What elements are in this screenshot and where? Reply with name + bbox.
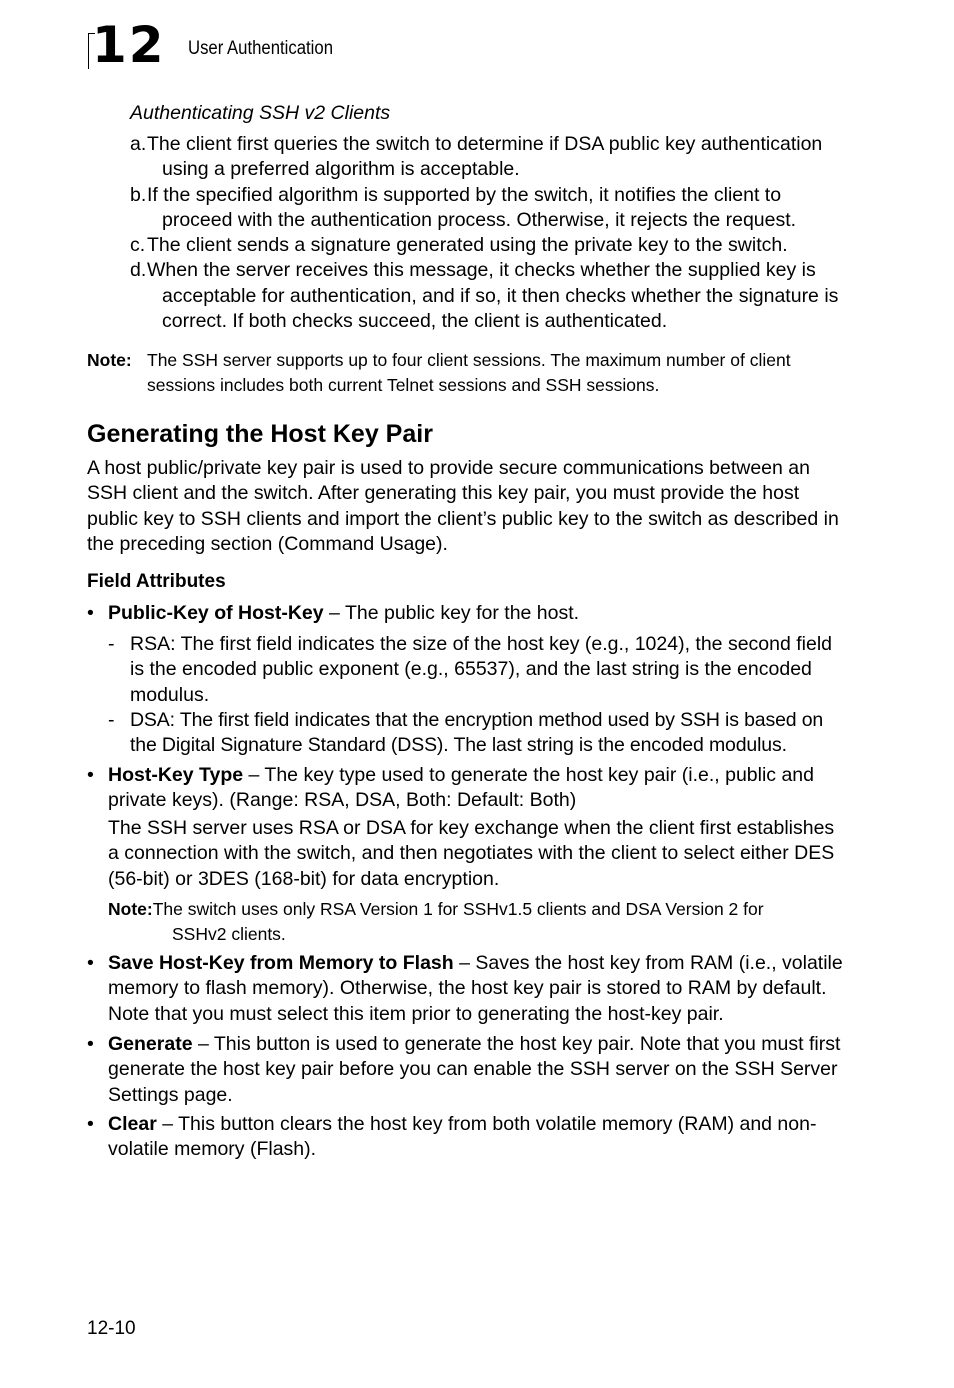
bullet-dot: • [87,764,94,786]
dash-mark: - [108,709,115,731]
field-term: Save Host-Key from Memory to Flash [108,952,454,974]
field-desc: – Saves the host key from RAM (i.e., volatile memory to flash memory). Otherwise, the host key pair is stored to RAM by default. Note that you must select this item prior to generating the host-key pair. [108,952,843,1025]
note-key-exchange [108,897,848,947]
bullet-text [108,951,852,1027]
bullet-dot: • [87,952,94,974]
bullet-save-host-key [87,951,852,1027]
bullet-text [108,763,852,814]
bullet-text [108,1112,852,1163]
page-number: 12-10 [87,1318,136,1339]
bullet-generate [87,1032,852,1108]
step-text: When the server receives this message, it checks whether the supplied key is acceptable for authentication, and if so, it then checks whether the signature is correct. If both checks succeed, the client is authenticated. [147,259,839,333]
note-text: The SSH server supports up to four client sessions. The maximum number of client sessions includes both current Telnet sessions and SSH sessions. [147,350,791,395]
bullet-host-key-type [87,763,852,814]
field-desc: – This button is used to generate the host key pair. Note that you must first generate the host key pair before you can enable the SSH server on the SSH Server Settings page. [108,1033,841,1106]
bullet-text [108,1032,852,1108]
bullet-dot: • [87,1033,94,1055]
step-text: If the specified algorithm is supported by the switch, it notifies the client to proceed with the authentication process. Otherwise, it rejects the request. [147,183,797,231]
field-desc: – The key type used to generate the host key pair (i.e., public and private keys). (Range: RSA, DSA, Both: Default: Both) [108,764,815,812]
dash-mark: - [108,633,115,655]
step-c [130,233,850,258]
note-sessions [87,348,827,398]
step-marker: c. [130,234,146,257]
field-term: Clear [108,1113,157,1135]
field-desc: – This button clears the host key from both volatile memory (RAM) and non-volatile memory (Flash). [108,1113,817,1161]
field-term: Generate [108,1033,193,1055]
note-label: Note: [87,350,132,370]
dash-text: DSA: The first field indicates that the encryption method used by SSH is based on the Digital Signature Standard (DSS). The last string is the encoded modulus. [130,709,824,757]
field-term: Public-Key of Host-Key [108,602,324,624]
section-intro: A host public/private key pair is used to provide secure communications between an SSH client and the switch. After generating this key pair, you must provide the host public key to SSH clients and import the client’s public key to the switch as described in the preceding section (Command Usage). [87,457,839,555]
ssh-v2-heading: Authenticating SSH v2 Clients [130,102,391,124]
host-key-type-paragraph: The SSH server uses RSA or DSA for key exchange when the client first establishes a connection with the switch, and then negotiates with the client to select either DES (56-bit) or 3DES (168-bit) for data encryption. [108,817,835,890]
bullet-clear [87,1112,852,1163]
dash-text: RSA: The first field indicates the size of the host key (e.g., 1024), the second field is the encoded public exponent (e.g., 65537), and the last string is the encoded modulus. [130,633,833,706]
dash-rsa [108,632,848,708]
note-line-1 [108,897,848,922]
field-attributes-heading: Field Attributes [87,571,226,592]
note-label: Note: [108,899,153,919]
dash-dsa [108,708,848,759]
step-text: The client first queries the switch to determine if DSA public key authentication using a preferred algorithm is acceptable. [147,133,823,181]
bullet-dot: • [87,602,94,624]
bullet-text [108,601,852,626]
step-a [130,132,850,183]
field-term: Host-Key Type [108,764,244,786]
field-desc: – The public key for the host. [323,602,580,624]
step-marker: b. [130,183,147,206]
step-d [130,258,850,334]
chapter-number: 12 [92,16,166,74]
note-line-2: SSHv2 clients. [172,924,286,944]
step-marker: d. [130,259,147,282]
running-head: User Authentication [188,38,333,59]
step-marker: a. [130,133,147,155]
ssh-v2-steps [130,132,850,334]
step-b [130,183,850,234]
step-text: The client sends a signature generated using the private key to the switch. [147,234,788,257]
bullet-dot: • [87,1113,94,1135]
section-title: Generating the Host Key Pair [87,420,433,448]
note-text: The switch uses only RSA Version 1 for SSHv1.5 clients and DSA Version 2 for [152,899,764,919]
bullet-public-key [87,601,852,626]
